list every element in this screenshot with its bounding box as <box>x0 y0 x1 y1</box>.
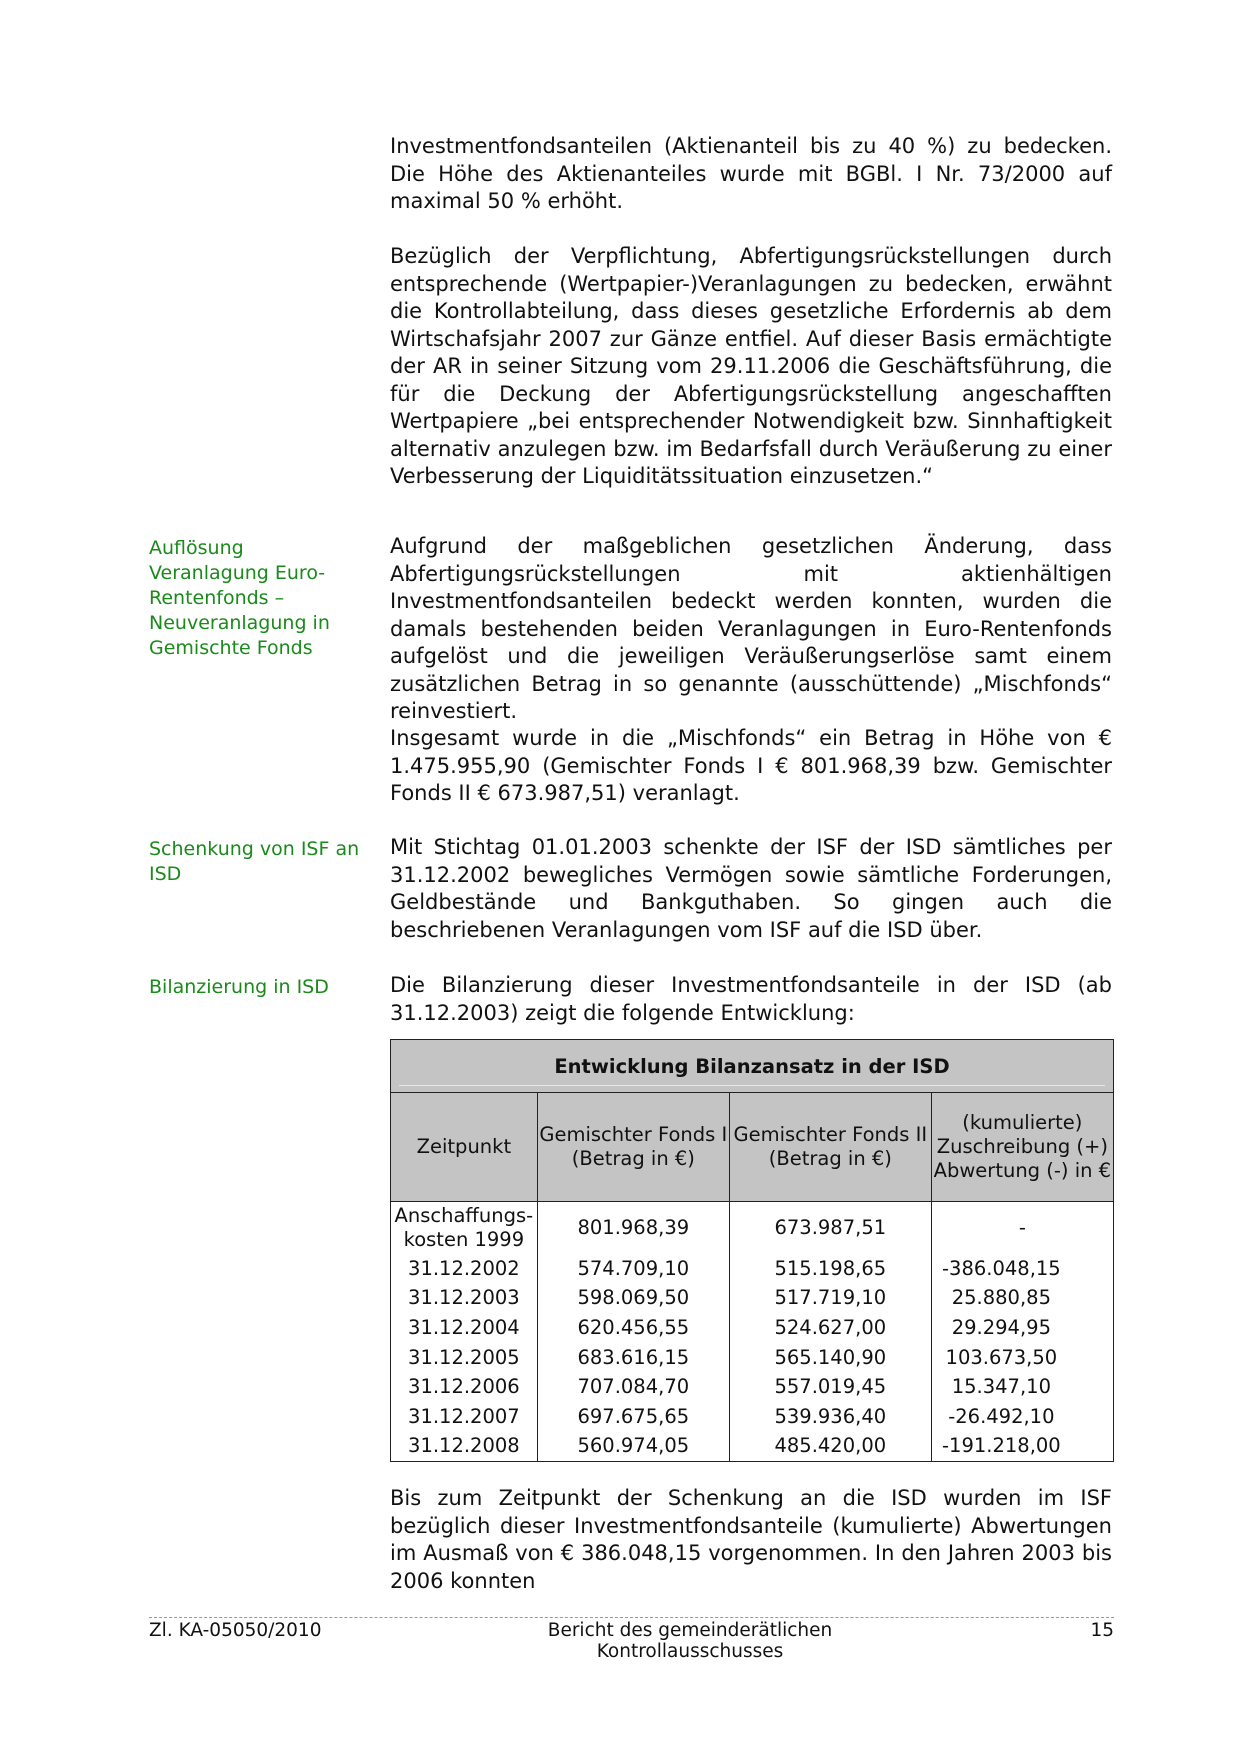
table-row <box>391 1432 1114 1462</box>
cell-fonds-1: 560.974,05 <box>537 1432 729 1462</box>
cell-fonds-2: 515.198,65 <box>729 1254 931 1284</box>
footer-divider <box>149 1617 1114 1618</box>
cell-zeitpunkt: 31.12.2006 <box>391 1372 538 1402</box>
header-zuschreibung: (kumulierte) Zuschreibung (+) Abwertung (-) in € <box>931 1093 1113 1202</box>
cell-fonds-2: 485.420,00 <box>729 1432 931 1462</box>
cell-fonds-1: 683.616,15 <box>537 1343 729 1373</box>
margin-label-schenkung: Schenkung von ISF an ISD <box>149 838 360 885</box>
cell-fonds-2: 673.987,51 <box>729 1202 931 1255</box>
table-row <box>391 1343 1114 1373</box>
cell-zeitpunkt: 31.12.2005 <box>391 1343 538 1373</box>
table-row <box>391 1313 1114 1343</box>
table-title-text: Entwicklung Bilanzansatz in der ISD <box>554 1054 950 1078</box>
cell-zuschreibung: 29.294,95 <box>931 1313 1113 1343</box>
table-header-row <box>391 1093 1114 1202</box>
margin-label-aufloesung: Auflösung Veranlagung Euro-Rentenfonds – Neuveranlagung in Gemischte Fonds <box>149 537 330 659</box>
cell-zeitpunkt: 31.12.2002 <box>391 1254 538 1284</box>
table-row <box>391 1202 1114 1255</box>
table-title <box>391 1040 1114 1093</box>
paragraph-schenkung: Mit Stichtag 01.01.2003 schenkte der ISF der ISD sämtliches per 31.12.2002 bewegliches Vermögen sowie sämtliche Forderungen, Geldbestände und Bankguthaben. So gingen auch die beschriebenen Veranlagungen vom ISF auf die ISD über. <box>390 835 1112 942</box>
cell-fonds-2: 524.627,00 <box>729 1313 931 1343</box>
footer-reference: Zl. KA-05050/2010 <box>149 1620 322 1641</box>
cell-fonds-1: 707.084,70 <box>537 1372 729 1402</box>
header-fonds-2: Gemischter Fonds II (Betrag in €) <box>729 1093 931 1202</box>
page-number: 15 <box>1090 1620 1114 1641</box>
paragraph-bilanzierung: Die Bilanzierung dieser Investmentfondsanteile in der ISD (ab 31.12.2003) zeigt die folgende Entwicklung: <box>390 973 1112 1025</box>
table-row <box>391 1284 1114 1314</box>
footer-title: Bericht des gemeinderätlichen Kontrollausschusses <box>547 1620 833 1662</box>
cell-zeitpunkt: 31.12.2008 <box>391 1432 538 1462</box>
paragraph-insgesamt: Insgesamt wurde in die „Mischfonds“ ein Betrag in Höhe von € 1.475.955,90 (Gemischter Fonds I € 801.968,39 bzw. Gemischter Fonds II € 673.987,51) veranlagt. <box>390 726 1112 805</box>
header-fonds-1: Gemischter Fonds I (Betrag in €) <box>537 1093 729 1202</box>
paragraph-aktienanteil: Investmentfondsanteilen (Aktienanteil bis zu 40 %) zu bedecken. Die Höhe des Aktienanteiles wurde mit BGBl. I Nr. 73/2000 auf maximal 50 % erhöht. <box>390 134 1112 213</box>
cell-zuschreibung: -191.218,00 <box>931 1432 1113 1462</box>
paragraph-verpflichtung: Bezüglich der Verpflichtung, Abfertigungsrückstellungen durch entsprechende (Wertpapier-)Veranlagungen zu bedecken, erwähnt die Kontrollabteilung, dass dieses gesetzliche Erfordernis ab dem Wirtschafsjahr 2007 zur Gänze entfiel. Auf dieser Basis ermächtigte der AR in seiner Sitzung vom 29.11.2006 die Geschäftsführung, die für die Deckung der Abfertigungsrückstellung angeschafften Wertpapiere „bei entsprechender Notwendigkeit bzw. Sinnhaftigkeit alternativ anzulegen bzw. im Bedarfsfall durch Veräußerung zu einer Verbesserung der Liquiditätssituation einzusetzen.“ <box>390 244 1112 488</box>
bilanzansatz-table <box>390 1039 1114 1462</box>
cell-zuschreibung: 25.880,85 <box>931 1284 1113 1314</box>
paragraph-abwertungen: Bis zum Zeitpunkt der Schenkung an die ISD wurden im ISF bezüglich dieser Investmentfondsanteile (kumulierte) Abwertungen im Ausmaß von € 386.048,15 vorgenommen. In den Jahren 2003 bis 2006 konnten <box>390 1486 1112 1593</box>
cell-fonds-1: 598.069,50 <box>537 1284 729 1314</box>
cell-zeitpunkt: Anschaffungs-kosten 1999 <box>391 1202 538 1255</box>
cell-zuschreibung: -386.048,15 <box>931 1254 1113 1284</box>
table-row <box>391 1372 1114 1402</box>
cell-zuschreibung: -26.492,10 <box>931 1402 1113 1432</box>
cell-fonds-2: 517.719,10 <box>729 1284 931 1314</box>
cell-zeitpunkt: 31.12.2007 <box>391 1402 538 1432</box>
cell-fonds-2: 539.936,40 <box>729 1402 931 1432</box>
cell-fonds-2: 557.019,45 <box>729 1372 931 1402</box>
cell-zuschreibung: 103.673,50 <box>931 1343 1113 1373</box>
margin-label-bilanzierung: Bilanzierung in ISD <box>149 976 329 998</box>
paragraph-aufloesung: Aufgrund der maßgeblichen gesetzlichen Änderung, dass Abfertigungsrückstellungen mit aktienhältigen Investmentfondsanteilen bedeckt werden konnten, wurden die damals bestehenden beiden Veranlagungen in Euro-Rentenfonds aufgelöst und die jeweiligen Veräußerungserlöse samt einem zusätzlichen Betrag in so genannte (ausschüttende) „Mischfonds“ reinvestiert. <box>390 534 1112 723</box>
table-row <box>391 1254 1114 1284</box>
header-zeitpunkt: Zeitpunkt <box>391 1093 538 1202</box>
cell-fonds-1: 574.709,10 <box>537 1254 729 1284</box>
cell-fonds-1: 801.968,39 <box>537 1202 729 1255</box>
cell-fonds-1: 620.456,55 <box>537 1313 729 1343</box>
cell-fonds-2: 565.140,90 <box>729 1343 931 1373</box>
cell-zeitpunkt: 31.12.2003 <box>391 1284 538 1314</box>
table-row <box>391 1402 1114 1432</box>
cell-fonds-1: 697.675,65 <box>537 1402 729 1432</box>
cell-zeitpunkt: 31.12.2004 <box>391 1313 538 1343</box>
cell-zuschreibung: 15.347,10 <box>931 1372 1113 1402</box>
cell-zuschreibung: - <box>931 1202 1113 1255</box>
table-title-row <box>391 1040 1114 1093</box>
